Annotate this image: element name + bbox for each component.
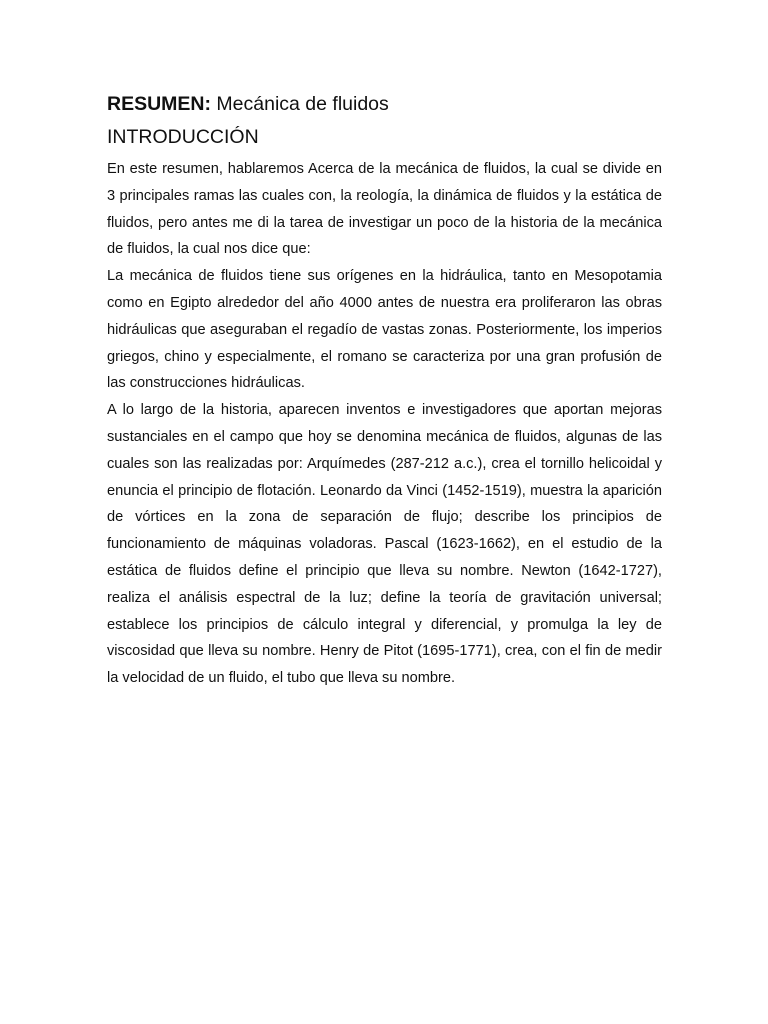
title-topic: Mecánica de fluidos — [211, 93, 389, 115]
paragraph-origins: La mecánica de fluidos tiene sus orígenes en la hidráulica, tanto en Mesopotamia como en Egipto alrededor del año 4000 antes de nuestra era proliferaron las obras hidráulicas que aseguraban el regadío de vastas zonas. Posteriormente, los imperios griegos, chino y especialmente, el romano se caracteriza por una gran profusión de las construcciones hidráulicas. — [107, 268, 662, 392]
document-title — [107, 88, 662, 120]
section-heading: INTRODUCCIÓN — [107, 126, 259, 148]
paragraph-history: A lo largo de la historia, aparecen inventos e investigadores que aportan mejoras sustanciales en el campo que hoy se denomina mecánica de fluidos, algunas de las cuales son las realizadas por: Arquímedes (287-212 a.c.), crea el tornillo helicoidal y enuncia el principio de flotación. Leonardo da Vinci (1452-1519), muestra la aparición de vórtices en la zona de separación de flujo; describe los principios de funcionamiento de máquinas voladoras. Pascal (1623-1662), en el estudio de la estática de fluidos define el principio que lleva su nombre. Newton (1642-1727), realiza el análisis espectral de la luz; define la teoría de gravitación universal; establece los principios de cálculo integral y diferencial, y promulga la ley de viscosidad que lleva su nombre. Henry de Pitot (1695-1771), crea, con el fin de medir la velocidad de un fluido, el tubo que lleva su nombre. — [107, 402, 662, 687]
title-label: RESUMEN: — [107, 93, 212, 115]
paragraph-intro: En este resumen, hablaremos Acerca de la mecánica de fluidos, la cual se divide en 3 principales ramas las cuales con, la reología, la dinámica de fluidos y la estática de fluidos, pero antes me di la tarea de investigar un poco de la historia de la mecánica de fluidos, la cual nos dice que: — [107, 161, 662, 258]
document-page — [107, 88, 662, 692]
